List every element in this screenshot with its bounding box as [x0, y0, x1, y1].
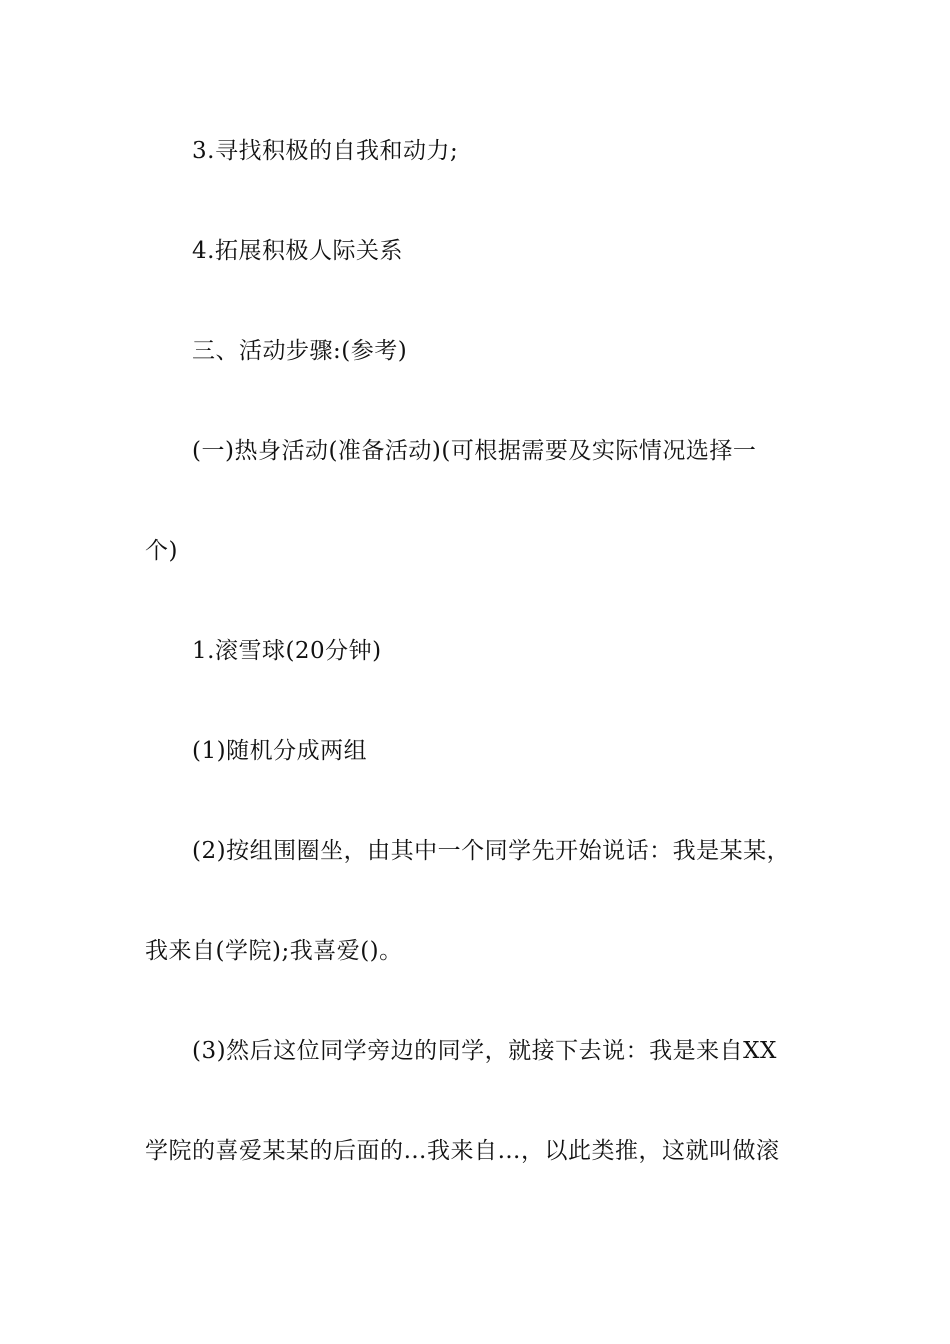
activity-snowball-title: 1.滚雪球(20分钟) [192, 638, 382, 664]
subheading-warmup: (一)热身活动(准备活动)(可根据需要及实际情况选择一 [192, 438, 757, 464]
step-2-cont: 我来自(学院);我喜爱()。 [145, 938, 403, 964]
step-3: (3)然后这位同学旁边的同学，就接下去说：我是来自XX [192, 1038, 777, 1064]
step-3-cont: 学院的喜爱某某的后面的…我来自…，以此类推，这就叫做滚 [145, 1138, 780, 1164]
section-heading-activity-steps: 三、活动步骤:(参考) [192, 338, 408, 364]
step-1: (1)随机分成两组 [192, 738, 368, 764]
step-2: (2)按组围圈坐，由其中一个同学先开始说话：我是某某， [192, 838, 791, 864]
objective-3: 3.寻找积极的自我和动力; [192, 138, 459, 164]
objective-4: 4.拓展积极人际关系 [192, 238, 403, 264]
subheading-warmup-cont: 个) [145, 538, 178, 564]
